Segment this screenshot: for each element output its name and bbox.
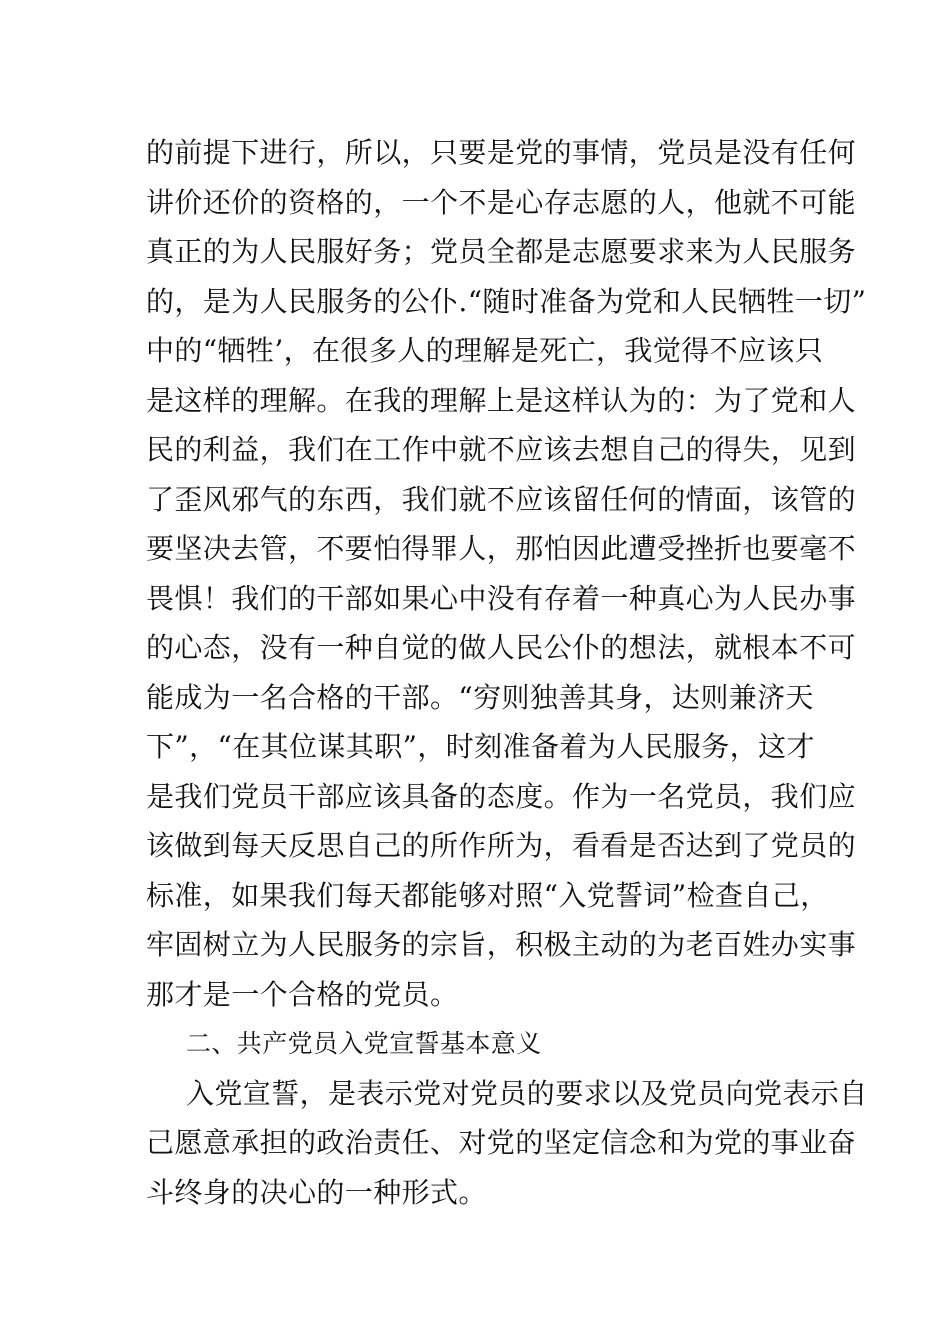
paragraph-line: 的心态，没有一种自觉的做人民公仆的想法，就根本不可 xyxy=(146,631,857,664)
paragraph-line: 牢固树立为人民服务的宗旨，积极主动的为老百姓办实事 xyxy=(146,928,857,961)
paragraph-line: 了歪风邪气的东西，我们就不应该留任何的情面，该管的 xyxy=(146,482,857,516)
paragraph-line: 是这样的理解。在我的理解上是这样认为的：为了党和人 xyxy=(146,383,857,417)
paragraph-line: 能成为一名合格的干部。“穷则独善其身，达则兼济天 xyxy=(146,680,814,714)
paragraph-line: 那才是一个合格的党员。 xyxy=(146,977,459,1011)
paragraph-line: 入党宣誓，是表示党对党员的要求以及党员向党表示自 xyxy=(186,1076,868,1110)
paragraph-line: 下”，“在其位谋其职”，时刻准备着为人民服务，这才 xyxy=(146,730,815,763)
paragraph-line: 讲价还价的资格的，一个不是心存志愿的人，他就不可能 xyxy=(146,185,857,219)
paragraph-line: 畏惧！我们的干部如果心中没有存着一种真心为人民办事 xyxy=(146,581,857,615)
document-body xyxy=(146,128,868,1217)
paragraph-line: 是我们党员干部应该具备的态度。作为一名党员，我们应 xyxy=(146,779,857,813)
paragraph-line: 真正的为人民服好务；党员全都是志愿要求来为人民服务 xyxy=(146,235,857,268)
paragraph-line: 中的“牺牲’，在很多人的理解是死亡，我觉得不应该只 xyxy=(146,334,824,367)
section-heading: 二、共产党员入党宣誓基本意义 xyxy=(186,1029,542,1058)
paragraph-line: 要坚决去管，不要怕得罪人，那怕因此遭受挫折也要毫不 xyxy=(146,532,857,565)
paragraph-line: 标准，如果我们每天都能够对照“入党誓词”检查自己， xyxy=(146,878,829,912)
paragraph-line: 斗终身的决心的一种形式。 xyxy=(146,1175,487,1209)
paragraph-line: 的，是为人民服务的公仆.“随时准备为党和人民牺牲一切” xyxy=(146,284,867,318)
paragraph-line: 的前提下进行，所以，只要是党的事情，党员是没有任何 xyxy=(146,136,857,169)
paragraph-line: 该做到每天反思自己的所作所为，看看是否达到了党员的 xyxy=(146,829,857,862)
paragraph-line: 民的利益，我们在工作中就不应该去想自己的得失，见到 xyxy=(146,433,857,466)
paragraph-line: 己愿意承担的政治责任、对党的坚定信念和为党的事业奋 xyxy=(146,1126,857,1159)
